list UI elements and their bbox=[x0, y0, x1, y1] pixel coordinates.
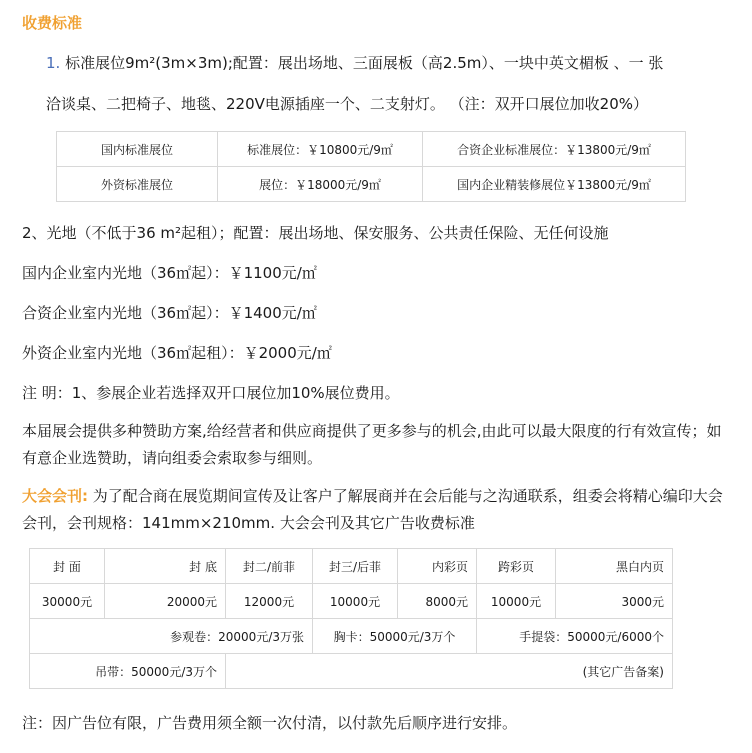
booth-price-table bbox=[56, 131, 686, 202]
journal-paragraph bbox=[22, 483, 734, 537]
table-header-cell: 封二/前菲 bbox=[226, 549, 313, 584]
table-header-cell: 内彩页 bbox=[398, 549, 477, 584]
table-cell: 标准展位：￥10800元/9㎡ bbox=[218, 132, 423, 167]
table-cell: 胸卡：50000元/3万个 bbox=[313, 619, 477, 654]
table-cell: 展位：￥18000元/9㎡ bbox=[218, 167, 423, 202]
table-cell: 20000元 bbox=[105, 584, 226, 619]
table-header-cell: 封 底 bbox=[105, 549, 226, 584]
journal-text: 为了配合商在展览期间宣传及让客户了解展商并在会后能与之沟通联系，组委会将精心编印大会会刊，会刊规格：141mm×210mm. 大会会刊及其它广告收费标准 bbox=[22, 487, 723, 532]
item-1-line-2: 洽谈桌、二把椅子、地毯、220V电源插座一个、二支射灯。 （注：双开口展位加收20%） bbox=[46, 95, 649, 113]
table-row bbox=[30, 549, 673, 584]
table-header-cell: 跨彩页 bbox=[477, 549, 556, 584]
table-cell: 国内企业精装修展位￥13800元/9㎡ bbox=[423, 167, 686, 202]
table-row bbox=[57, 132, 686, 167]
price-line: 国内企业室内光地（36㎡起）：￥1100元/㎡ bbox=[22, 264, 317, 282]
note-text: 注 明：1、参展企业若选择双开口展位加10%展位费用。 bbox=[22, 384, 400, 402]
price-line: 合资企业室内光地（36㎡起）：￥1400元/㎡ bbox=[22, 304, 317, 322]
price-line: 外资企业室内光地（36㎡起租）：￥2000元/㎡ bbox=[22, 344, 332, 362]
final-note: 注：因广告位有限，广告费用须全额一次付清，以付款先后顺序进行安排。 bbox=[22, 714, 518, 732]
table-cell: 吊带：50000元/3万个 bbox=[30, 654, 226, 689]
table-cell: 8000元 bbox=[398, 584, 477, 619]
table-cell: 外资标准展位 bbox=[57, 167, 218, 202]
table-row bbox=[30, 654, 673, 689]
sponsor-paragraph: 本届展会提供多种赞助方案,给经营者和供应商提供了更多参与的机会,由此可以最大限度的行有效宣传；如有意企业选赞助，请向组委会索取参与细则。 bbox=[22, 422, 722, 467]
table-cell: (其它广告备案) bbox=[226, 654, 673, 689]
item-2-text: 2、光地（不低于36 m²起租）；配置：展出场地、保安服务、公共责任保险、无任何设施 bbox=[22, 224, 609, 242]
table-cell: 国内标准展位 bbox=[57, 132, 218, 167]
table-cell: 30000元 bbox=[30, 584, 105, 619]
item-1-number: 1. bbox=[46, 54, 61, 72]
table-cell: 10000元 bbox=[313, 584, 398, 619]
table-header-cell: 黑白内页 bbox=[556, 549, 673, 584]
item-1-text: 标准展位9m²(3m×3m);配置：展出场地、三面展板（高2.5m）、一块中英文楣板 、一 张 bbox=[65, 54, 664, 72]
table-cell: 12000元 bbox=[226, 584, 313, 619]
table-row bbox=[57, 167, 686, 202]
section-title: 收费标准 bbox=[22, 14, 83, 32]
item-1-line-1 bbox=[46, 52, 663, 74]
table-cell: 10000元 bbox=[477, 584, 556, 619]
table-row bbox=[30, 584, 673, 619]
table-cell: 3000元 bbox=[556, 584, 673, 619]
table-header-cell: 封 面 bbox=[30, 549, 105, 584]
table-header-cell: 封三/后菲 bbox=[313, 549, 398, 584]
table-cell: 参观卷：20000元/3万张 bbox=[30, 619, 313, 654]
ad-price-table bbox=[29, 548, 673, 689]
table-cell: 手提袋：50000元/6000个 bbox=[477, 619, 673, 654]
table-row bbox=[30, 619, 673, 654]
journal-label: 大会会刊: bbox=[22, 487, 88, 505]
table-cell: 合资企业标准展位：￥13800元/9㎡ bbox=[423, 132, 686, 167]
